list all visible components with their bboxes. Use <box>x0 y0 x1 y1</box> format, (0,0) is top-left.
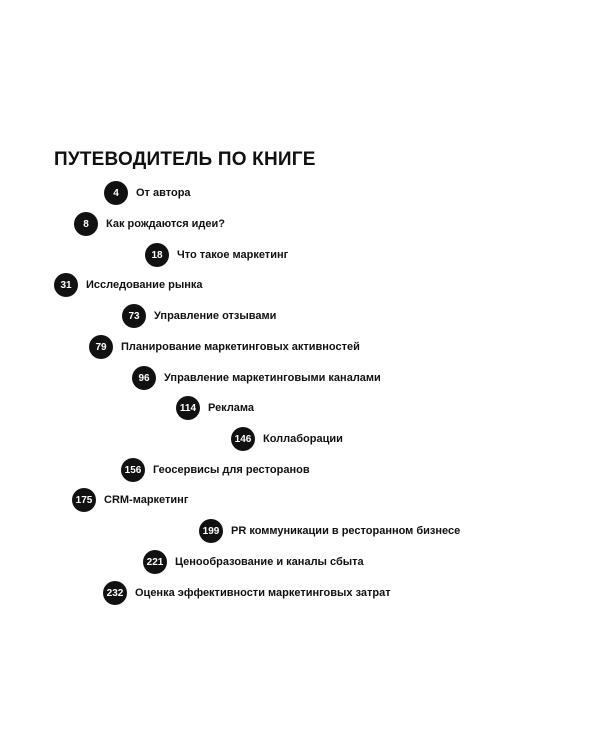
toc-entry-label: Коллаборации <box>263 433 343 445</box>
toc-entry-label: Геосервисы для ресторанов <box>153 464 310 476</box>
page-number-badge: 175 <box>72 488 96 512</box>
toc-entry-label: Исследование рынка <box>86 279 203 291</box>
toc-entry[interactable] <box>145 243 288 267</box>
page-number-badge: 146 <box>231 427 255 451</box>
toc-entry-label: Реклама <box>208 402 255 414</box>
toc-entry[interactable] <box>72 488 188 512</box>
toc-entry-label: Ценообразование и каналы сбыта <box>175 556 364 568</box>
page-number-badge: 31 <box>54 273 78 297</box>
page-number-badge: 73 <box>122 304 146 328</box>
toc-entry[interactable] <box>231 427 343 451</box>
toc-entry[interactable] <box>89 335 360 359</box>
page-number-badge: 221 <box>143 550 167 574</box>
page-number-badge: 96 <box>132 366 156 390</box>
toc-entry-label: Планирование маркетинговых активностей <box>121 341 360 353</box>
page-title: ПУТЕВОДИТЕЛЬ ПО КНИГЕ <box>54 149 316 170</box>
toc-entry-label: Управление отзывами <box>154 310 277 322</box>
toc-entry[interactable] <box>121 458 310 482</box>
page-number-badge: 4 <box>104 181 128 205</box>
toc-entry-label: От автора <box>136 187 191 199</box>
toc-entry[interactable] <box>74 212 225 236</box>
toc-entry[interactable] <box>103 581 391 605</box>
toc-entry[interactable] <box>54 273 203 297</box>
page-number-badge: 199 <box>199 519 223 543</box>
page-number-badge: 156 <box>121 458 145 482</box>
toc-entry-label: PR коммуникации в ресторанном бизнесе <box>231 525 461 537</box>
page-number-badge: 232 <box>103 581 127 605</box>
toc-entry[interactable] <box>176 396 254 420</box>
page-number-badge: 18 <box>145 243 169 267</box>
page-number-badge: 114 <box>176 396 200 420</box>
toc-entry[interactable] <box>199 519 460 543</box>
toc-entry[interactable] <box>122 304 276 328</box>
toc-entry-label: Оценка эффективности маркетинговых затрат <box>135 587 391 599</box>
toc-entry[interactable] <box>104 181 191 205</box>
toc-entry-label: Что такое маркетинг <box>177 249 289 261</box>
page-number-badge: 79 <box>89 335 113 359</box>
page-number-badge: 8 <box>74 212 98 236</box>
toc-entry-label: CRM-маркетинг <box>104 494 189 506</box>
toc-entry[interactable] <box>132 366 381 390</box>
toc-entry-label: Управление маркетинговыми каналами <box>164 372 381 384</box>
toc-entry-label: Как рождаются идеи? <box>106 218 226 230</box>
toc-entry[interactable] <box>143 550 364 574</box>
